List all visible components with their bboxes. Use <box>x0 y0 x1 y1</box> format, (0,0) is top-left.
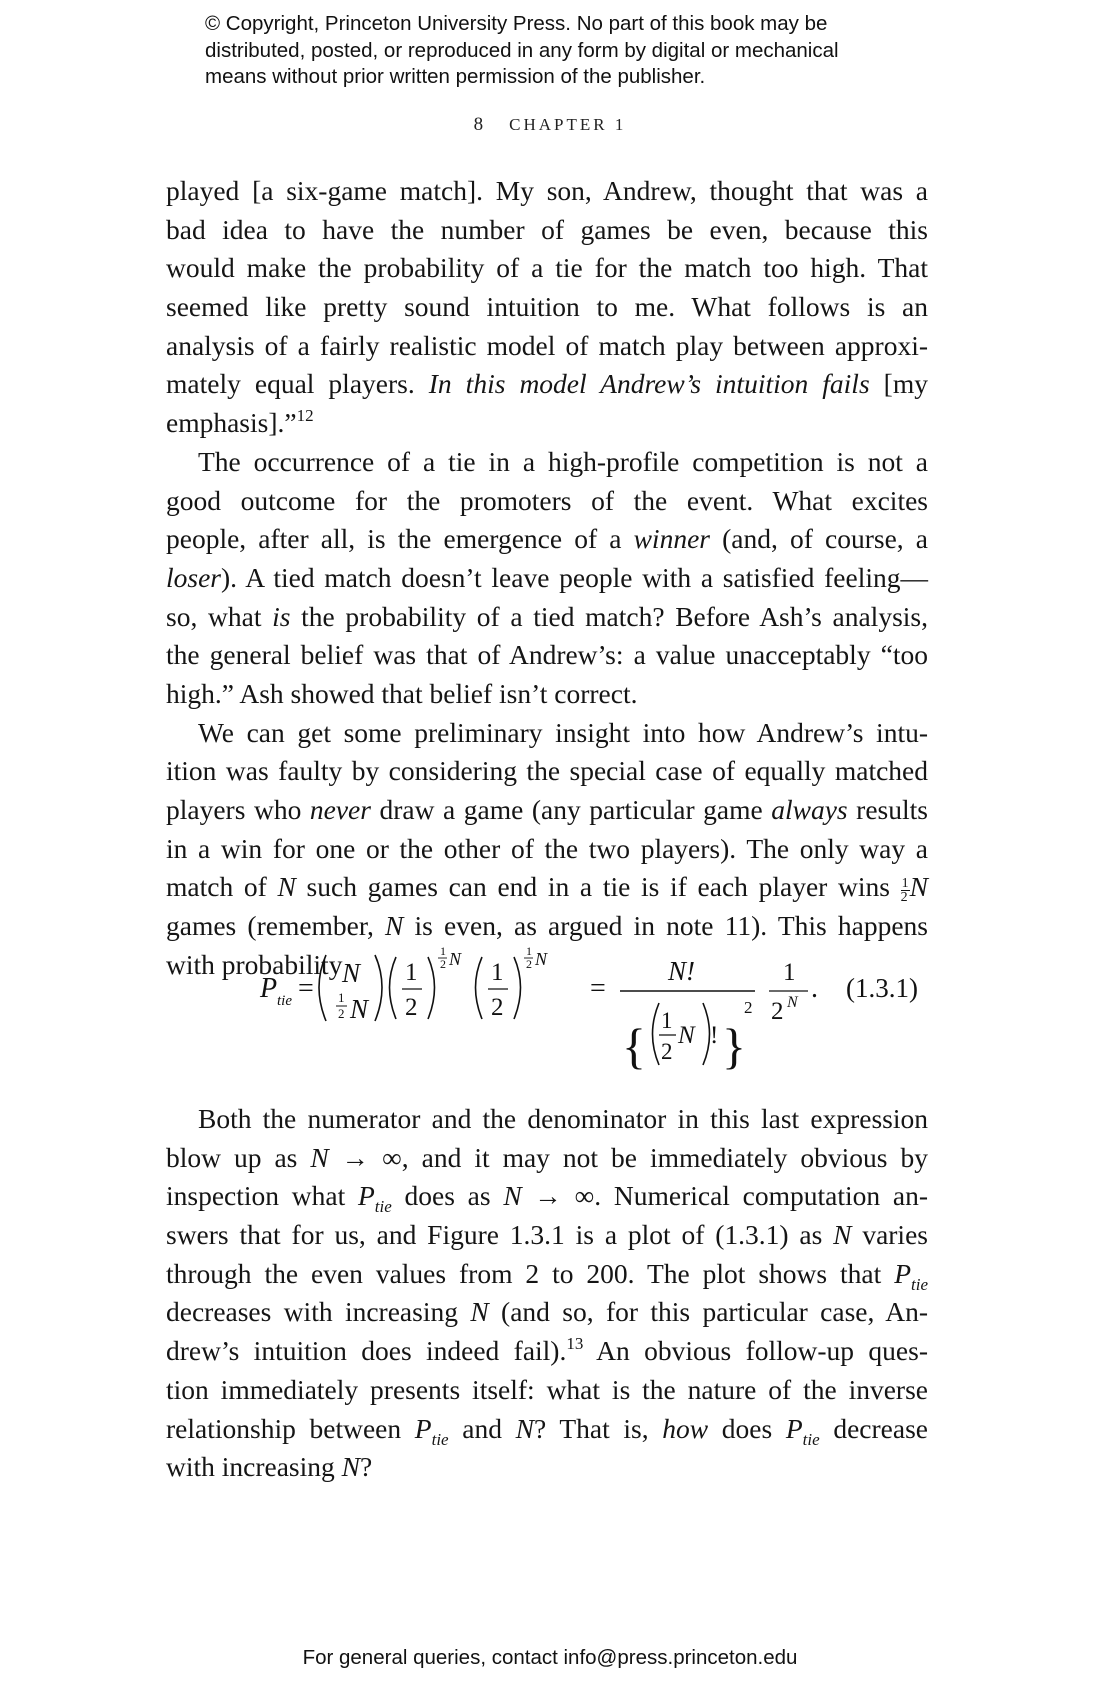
equation-1-3-1 <box>250 935 950 1080</box>
text-run: does as <box>391 1180 504 1212</box>
text-run: players who <box>166 794 310 825</box>
text-run: ? <box>360 1451 373 1483</box>
footnote-ref-12[interactable]: 12 <box>296 406 314 426</box>
eq-half-num: 1 <box>491 959 504 986</box>
text-run: drew’s intuition does indeed fail). <box>166 1335 567 1367</box>
eq-rhs-den-var: N <box>678 1022 695 1049</box>
eq-lhs-sub: tie <box>277 993 292 1009</box>
text-run: does <box>708 1412 786 1444</box>
equation-number: (1.3.1) <box>846 973 918 1003</box>
eq-exp-var: N <box>449 949 462 969</box>
text-line <box>166 1410 928 1449</box>
emphasis-text: how <box>662 1412 709 1444</box>
eq-binom-frac-den: 2 <box>338 1006 345 1021</box>
text-run: ? That is, <box>533 1412 663 1444</box>
math-var-n: N <box>909 871 929 903</box>
text-run: people, after all, is the emergence of a <box>166 523 634 555</box>
math-subscript: tie <box>374 1197 392 1217</box>
eq-brace-right: } <box>722 1018 746 1074</box>
text-run: emphasis].” <box>166 407 297 439</box>
text-run: games (remember, <box>166 910 385 942</box>
body-text-lower <box>166 1100 928 1487</box>
text-run: An obvious follow-up ques- <box>583 1335 928 1367</box>
emphasis-text: always <box>771 794 848 825</box>
math-var-p: P <box>894 1257 911 1289</box>
text-run: decreases with increasing <box>166 1296 471 1328</box>
eq-second-den-base: 2 <box>771 998 784 1025</box>
text-line: tion immediately presents itself: what is the nature of the inverse <box>166 1373 928 1405</box>
text-line <box>166 1177 928 1216</box>
eq-exp-frac-den: 2 <box>526 957 532 971</box>
text-line: in a win for one or the other of the two players). The only way a <box>166 832 928 864</box>
text-run: mately equal players. <box>166 368 429 400</box>
eq-period: . <box>811 973 818 1004</box>
text-run: such games can end in a tie is if each player wins <box>295 871 901 903</box>
eq-half-den: 2 <box>405 994 418 1021</box>
text-run: ). A tied match doesn’t leave people with a satisfied feeling— <box>221 561 928 593</box>
text-run: (and, of course, a <box>709 523 929 555</box>
text-line: ition was faulty by considering the special case of equally matched <box>166 755 928 787</box>
text-run: inspection what <box>166 1180 358 1212</box>
text-run: → ∞. Numerical computation an- <box>521 1180 928 1212</box>
footer-contact: For general queries, contact info@press.princeton.edu <box>302 1646 798 1669</box>
math-var-n: N <box>515 1412 534 1444</box>
text-line: high.” Ash showed that belief isn’t correct. <box>166 677 638 709</box>
emphasis-text: In this model Andrew’s intuition fails <box>428 368 870 400</box>
inline-fraction-half <box>901 877 910 904</box>
math-subscript: tie <box>911 1274 928 1294</box>
chapter-label: CHAPTER 1 <box>509 115 627 134</box>
text-line <box>166 1216 928 1255</box>
text-run: varies <box>851 1219 928 1251</box>
text-line: The occurrence of a tie in a high-profile competition is not a <box>198 445 928 477</box>
eq-equals: = <box>590 973 606 1004</box>
copyright-line: © Copyright, Princeton University Press. No part of this book may be <box>205 12 828 35</box>
eq-rhs-inner-num: 1 <box>661 1008 673 1033</box>
math-var-p: P <box>357 1180 375 1212</box>
eq-paren-right <box>375 955 382 1021</box>
eq-rhs-inner-den: 2 <box>661 1039 673 1064</box>
text-run: swers that for us, and Figure 1.3.1 is a plot of (1.3.1) as <box>166 1219 834 1251</box>
eq-paren-right <box>703 1003 710 1065</box>
eq-equals: = <box>298 973 314 1004</box>
footnote-ref-13[interactable]: 13 <box>566 1334 584 1354</box>
eq-rhs-den-bang: ! <box>710 1022 719 1049</box>
math-var-p: P <box>785 1412 803 1444</box>
text-line <box>166 365 928 404</box>
text-run: → ∞, and it may not be immediately obvious by <box>328 1141 928 1173</box>
math-var-n: N <box>385 910 404 942</box>
math-var-n: N <box>833 1219 852 1251</box>
eq-second-den-exp: N <box>787 994 798 1011</box>
text-run: and <box>448 1412 516 1444</box>
text-line <box>166 868 928 907</box>
text-run: through the even values from 2 to 200. The plot shows that <box>166 1257 895 1289</box>
fraction-denominator: 2 <box>900 889 908 905</box>
text-run: results <box>847 794 928 825</box>
eq-paren-left <box>319 955 326 1021</box>
math-var-n: N <box>470 1296 489 1328</box>
emphasis-text: never <box>309 794 371 825</box>
eq-paren-right <box>514 957 521 1019</box>
emphasis-text: winner <box>633 523 710 555</box>
copyright-line: distributed, posted, or reproduced in any form by digital or mechanical <box>205 38 839 62</box>
text-line <box>166 404 928 443</box>
text-line <box>166 1293 928 1332</box>
text-line <box>166 1332 928 1371</box>
eq-rhs-num: N! <box>668 956 695 986</box>
fraction-numerator: 1 <box>901 875 909 891</box>
text-run: decrease <box>819 1412 928 1444</box>
eq-exp-frac-den: 2 <box>440 957 446 971</box>
math-var-n: N <box>277 871 296 903</box>
eq-binom-bottom-var: N <box>350 994 369 1024</box>
math-var-p: P <box>414 1412 432 1444</box>
eq-paren-left <box>390 957 397 1019</box>
math-var-n: N <box>341 1451 360 1483</box>
text-run: relationship between <box>166 1412 415 1444</box>
text-line <box>166 1255 928 1294</box>
text-line: the general belief was that of Andrew’s: a value unacceptably “too <box>166 639 928 671</box>
equation-svg <box>250 935 950 1080</box>
eq-exp-var: N <box>535 949 548 969</box>
text-run: is even, as argued in note 11). This happens <box>403 910 928 942</box>
eq-rhs-den-exp: 2 <box>744 998 753 1017</box>
eq-binom-frac-num: 1 <box>338 990 345 1005</box>
emphasis-text: is <box>272 600 291 632</box>
text-line <box>166 520 928 559</box>
text-run: blow up as <box>166 1141 311 1173</box>
text-line: seemed like pretty sound intuition to me. What follows is an <box>166 291 928 323</box>
text-line <box>166 559 928 598</box>
text-line: Both the numerator and the denominator in this last expression <box>198 1103 928 1134</box>
copyright-notice <box>205 11 965 91</box>
math-subscript: tie <box>802 1429 820 1449</box>
eq-paren-left <box>476 957 483 1019</box>
running-head <box>0 114 1100 136</box>
eq-half-den: 2 <box>491 994 504 1021</box>
math-var-n: N <box>503 1180 522 1212</box>
math-subscript: tie <box>431 1429 449 1449</box>
text-run: (and so, for this particular case, An- <box>488 1296 928 1328</box>
body-text-upper <box>166 172 928 984</box>
eq-lhs: P <box>260 973 278 1004</box>
eq-exp-frac-num: 1 <box>526 944 532 958</box>
eq-paren-left <box>653 1003 660 1065</box>
text-line <box>166 791 928 830</box>
eq-paren-right <box>428 957 435 1019</box>
emphasis-text: loser <box>166 561 221 593</box>
text-line: with probability <box>166 948 343 980</box>
text-run: with increasing <box>166 1451 342 1483</box>
text-line <box>166 598 928 637</box>
eq-binom-top: N <box>342 958 361 988</box>
text-run: match of <box>166 871 278 903</box>
text-line: good outcome for the promoters of the event. What excites <box>166 484 928 516</box>
text-line: We can get some preliminary insight into how Andrew’s intu- <box>198 716 928 748</box>
copyright-line: means without prior written permission of the publisher. <box>205 65 706 88</box>
text-line <box>166 1448 928 1487</box>
text-line <box>166 1139 928 1178</box>
eq-exp-frac-num: 1 <box>440 944 446 958</box>
text-line: played [a six-game match]. My son, Andrew, thought that was a <box>166 175 928 206</box>
eq-half-num: 1 <box>405 959 418 986</box>
math-var-n: N <box>310 1141 329 1173</box>
eq-second-num: 1 <box>783 959 796 986</box>
eq-brace-left: { <box>622 1018 646 1074</box>
text-line: analysis of a fairly realistic model of match play between approxi- <box>166 329 928 361</box>
text-line: bad idea to have the number of games be even, because this <box>166 213 928 245</box>
text-run: the probability of a tied match? Before Ash’s analysis, <box>290 600 928 632</box>
text-run: draw a game (any particular game <box>370 794 772 825</box>
text-run: [my <box>869 368 928 400</box>
page-number: 8 <box>473 114 484 135</box>
text-line: would make the probability of a tie for the match too high. That <box>166 252 928 284</box>
text-run: so, what <box>166 600 273 632</box>
